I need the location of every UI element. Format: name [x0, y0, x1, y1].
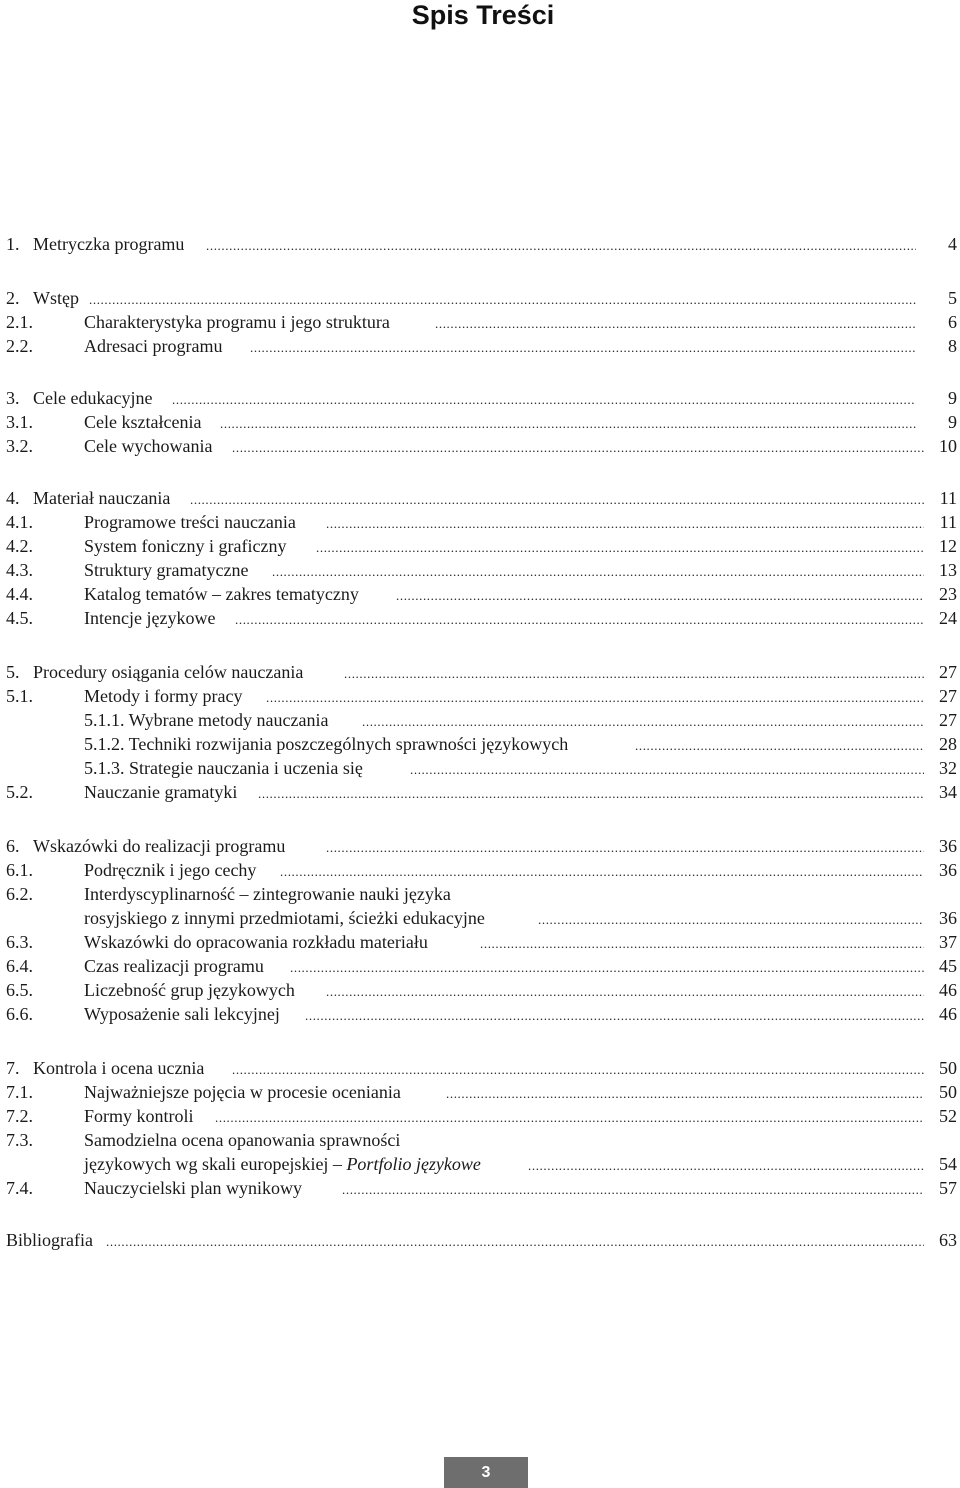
- toc-entry-title: Kontrola i ocena ucznia: [33, 1058, 205, 1078]
- toc-entry-number: 6.6.: [6, 1004, 33, 1024]
- toc-entry-page: 6: [948, 312, 957, 332]
- toc-entry[interactable]: [0, 334, 960, 358]
- toc-entry-title: Intencje językowe: [84, 608, 216, 628]
- toc-entry-title: Bibliografia: [6, 1230, 93, 1250]
- toc-entry[interactable]: [0, 582, 960, 606]
- toc-entry-title: Liczebność grup językowych: [84, 980, 295, 1000]
- toc-entry[interactable]: [0, 930, 960, 954]
- toc-entry-title: Cele edukacyjne: [33, 388, 153, 408]
- toc-dot-leader: [528, 1152, 924, 1176]
- toc-entry[interactable]: [0, 486, 960, 510]
- toc-entry-number: 6.1.: [6, 860, 33, 880]
- toc-entry-page: 37: [939, 932, 957, 952]
- toc-dot-leader: [190, 486, 924, 510]
- toc-entry-number: 7.: [6, 1058, 20, 1078]
- toc-entry-title: Katalog tematów – zakres tematyczny: [84, 584, 359, 604]
- toc-entry-page: 5: [948, 288, 957, 308]
- toc-entry-number: 4.: [6, 488, 20, 508]
- toc-entry[interactable]: [0, 558, 960, 582]
- toc-entry-number: 2.: [6, 288, 20, 308]
- toc-entry-number: 5.1.: [6, 686, 33, 706]
- toc-entry-page: 27: [939, 686, 957, 706]
- toc-dot-leader: [220, 410, 916, 434]
- toc-entry-number: 4.1.: [6, 512, 33, 532]
- toc-entry[interactable]: [0, 684, 960, 708]
- toc-entry-page: 23: [939, 584, 957, 604]
- toc-entry-page: 50: [939, 1082, 957, 1102]
- toc-entry[interactable]: [0, 1176, 960, 1200]
- toc-entry-italic-title: Portfolio językowe: [346, 1154, 481, 1174]
- toc-entry-number: 3.: [6, 388, 20, 408]
- toc-entry-page: 36: [939, 908, 957, 928]
- toc-dot-leader: [396, 582, 924, 606]
- toc-entry-number: 7.2.: [6, 1106, 33, 1126]
- toc-entry-number: 2.1.: [6, 312, 33, 332]
- toc-entry[interactable]: [0, 510, 960, 534]
- toc-entry-number: 4.2.: [6, 536, 33, 556]
- toc-entry[interactable]: [0, 1002, 960, 1026]
- toc-entry-title: Interdyscyplinarność – zintegrowanie nauki języka: [84, 884, 451, 904]
- toc-dot-leader: [232, 1056, 924, 1080]
- toc-entry-title: Cele kształcenia: [84, 412, 202, 432]
- toc-entry-title: Wstęp: [33, 288, 79, 308]
- toc-entry-page: 45: [939, 956, 957, 976]
- toc-entry-page: 34: [939, 782, 957, 802]
- toc-entry[interactable]: [0, 534, 960, 558]
- toc-entry[interactable]: [0, 732, 960, 756]
- toc-entry-number: 6.3.: [6, 932, 33, 952]
- toc-entry[interactable]: [0, 882, 960, 906]
- toc-entry-page: 9: [948, 388, 957, 408]
- toc-entry-page: 32: [939, 758, 957, 778]
- toc-dot-leader: [89, 286, 916, 310]
- toc-entry-number: 6.5.: [6, 980, 33, 1000]
- toc-entry-number: 5.2.: [6, 782, 33, 802]
- toc-dot-leader: [362, 708, 924, 732]
- toc-entry[interactable]: [0, 286, 960, 310]
- toc-entry-page: 13: [939, 560, 957, 580]
- toc-entry-page: 4: [948, 234, 957, 254]
- toc-dot-leader: [172, 386, 916, 410]
- toc-dot-leader: [206, 232, 916, 256]
- toc-entry-number: 6.: [6, 836, 20, 856]
- toc-entry-title: Samodzielna ocena opanowania sprawności: [84, 1130, 401, 1150]
- toc-entry-title: Wskazówki do opracowania rozkładu materiału: [84, 932, 428, 952]
- toc-entry[interactable]: [0, 1228, 960, 1252]
- toc-entry-page: 36: [939, 860, 957, 880]
- toc-entry[interactable]: [0, 232, 960, 256]
- toc-dot-leader: [232, 434, 924, 458]
- toc-entry-title: Formy kontroli: [84, 1106, 194, 1126]
- toc-entry-number: 1.: [6, 234, 20, 254]
- toc-entry-title: Metody i formy pracy: [84, 686, 243, 706]
- toc-dot-leader: [410, 756, 924, 780]
- toc-entry-title: Metryczka programu: [33, 234, 185, 254]
- toc-dot-leader: [326, 978, 924, 1002]
- toc-dot-leader: [280, 858, 924, 882]
- toc-entry-title: 5.1.1. Wybrane metody nauczania: [84, 710, 329, 730]
- toc-entry-number: 3.1.: [6, 412, 33, 432]
- toc-entry-title: Charakterystyka programu i jego struktura: [84, 312, 390, 332]
- toc-entry-page: 52: [939, 1106, 957, 1126]
- toc-entry-title: Cele wychowania: [84, 436, 213, 456]
- toc-entry[interactable]: [0, 1056, 960, 1080]
- toc-dot-leader: [272, 558, 924, 582]
- toc-entry[interactable]: [0, 978, 960, 1002]
- toc-entry-page: 50: [939, 1058, 957, 1078]
- toc-dot-leader: [215, 1104, 924, 1128]
- toc-dot-leader: [235, 606, 924, 630]
- toc-entry-number: 3.2.: [6, 436, 33, 456]
- toc-entry-title: językowych wg skali europejskiej – Portfolio językowe: [84, 1154, 481, 1174]
- toc-entry-page: 36: [939, 836, 957, 856]
- toc-entry[interactable]: [0, 1128, 960, 1152]
- toc-entry-number: 7.3.: [6, 1130, 33, 1150]
- toc-entry-title: Wskazówki do realizacji programu: [33, 836, 286, 856]
- toc-entry-number: 6.2.: [6, 884, 33, 904]
- toc-entry-number: 7.1.: [6, 1082, 33, 1102]
- toc-entry-number: 4.3.: [6, 560, 33, 580]
- toc-dot-leader: [250, 334, 916, 358]
- toc-entry-number: 7.4.: [6, 1178, 33, 1198]
- toc-dot-leader: [316, 534, 924, 558]
- toc-entry-page: 24: [939, 608, 957, 628]
- toc-entry-title: Wyposażenie sali lekcyjnej: [84, 1004, 280, 1024]
- toc-entry[interactable]: [0, 310, 960, 334]
- toc-entry-page: 11: [939, 512, 957, 532]
- toc-entry-page: 12: [939, 536, 957, 556]
- toc-entry-title: Czas realizacji programu: [84, 956, 264, 976]
- toc-entry-title: Procedury osiągania celów nauczania: [33, 662, 304, 682]
- toc-entry-page: 8: [948, 336, 957, 356]
- toc-entry-page: 27: [939, 662, 957, 682]
- toc-dot-leader: [258, 780, 924, 804]
- toc-entry-title: Podręcznik i jego cechy: [84, 860, 257, 880]
- toc-entry-page: 9: [948, 412, 957, 432]
- toc-entry[interactable]: [0, 1104, 960, 1128]
- toc-entry[interactable]: [0, 660, 960, 684]
- toc-entry-page: 63: [939, 1230, 957, 1250]
- toc-dot-leader: [290, 954, 924, 978]
- toc-entry-title: Nauczycielski plan wynikowy: [84, 1178, 302, 1198]
- toc-entry[interactable]: [0, 834, 960, 858]
- toc-dot-leader: [326, 510, 924, 534]
- toc-entry-title: rosyjskiego z innymi przedmiotami, ścieżki edukacyjne: [84, 908, 485, 928]
- toc-entry-number: 4.4.: [6, 584, 33, 604]
- toc-entry-title: 5.1.2. Techniki rozwijania poszczególnych sprawności językowych: [84, 734, 569, 754]
- toc-entry-page: 46: [939, 980, 957, 1000]
- toc-entry-title: Programowe treści nauczania: [84, 512, 296, 532]
- toc-entry-page: 11: [939, 488, 957, 508]
- toc-entry-page: 57: [939, 1178, 957, 1198]
- toc-entry-number: 5.: [6, 662, 20, 682]
- toc-dot-leader: [435, 310, 916, 334]
- toc-entry-number: 2.2.: [6, 336, 33, 356]
- toc-dot-leader: [342, 1176, 924, 1200]
- toc-dot-leader: [344, 660, 924, 684]
- toc-entry[interactable]: [0, 756, 960, 780]
- toc-entry[interactable]: [0, 780, 960, 804]
- toc-entry-number: 4.5.: [6, 608, 33, 628]
- toc-entry-title: Adresaci programu: [84, 336, 223, 356]
- toc-entry-page: 28: [939, 734, 957, 754]
- toc-entry[interactable]: [0, 708, 960, 732]
- toc-entry[interactable]: [0, 410, 960, 434]
- toc-entry-page: 46: [939, 1004, 957, 1024]
- toc-entry-title: Najważniejsze pojęcia w procesie oceniania: [84, 1082, 401, 1102]
- toc-entry-title: 5.1.3. Strategie nauczania i uczenia się: [84, 758, 363, 778]
- toc-dot-leader: [446, 1080, 924, 1104]
- toc-entry-title: System foniczny i graficzny: [84, 536, 287, 556]
- toc-entry-title: Nauczanie gramatyki: [84, 782, 238, 802]
- page-title: Spis Treści: [411, 0, 555, 30]
- toc-entry-page: 10: [939, 436, 957, 456]
- page-number-badge: 3: [444, 1457, 528, 1488]
- toc-entry[interactable]: [0, 1080, 960, 1104]
- toc-entry-page: 54: [939, 1154, 957, 1174]
- toc-entry[interactable]: [0, 906, 960, 930]
- toc-entry[interactable]: [0, 606, 960, 630]
- toc-dot-leader: [326, 834, 924, 858]
- toc-dot-leader: [538, 906, 924, 930]
- toc-entry[interactable]: [0, 386, 960, 410]
- toc-entry-title: Struktury gramatyczne: [84, 560, 249, 580]
- toc-entry-title: Materiał nauczania: [33, 488, 171, 508]
- toc-dot-leader: [480, 930, 924, 954]
- toc-entry[interactable]: [0, 434, 960, 458]
- toc-entry[interactable]: [0, 858, 960, 882]
- toc-entry[interactable]: [0, 954, 960, 978]
- toc-entry[interactable]: [0, 1152, 960, 1176]
- toc-entry-page: 27: [939, 710, 957, 730]
- toc-dot-leader: [106, 1228, 924, 1252]
- toc-dot-leader: [266, 684, 924, 708]
- toc-dot-leader: [305, 1002, 924, 1026]
- toc-dot-leader: [635, 732, 924, 756]
- toc-entry-number: 6.4.: [6, 956, 33, 976]
